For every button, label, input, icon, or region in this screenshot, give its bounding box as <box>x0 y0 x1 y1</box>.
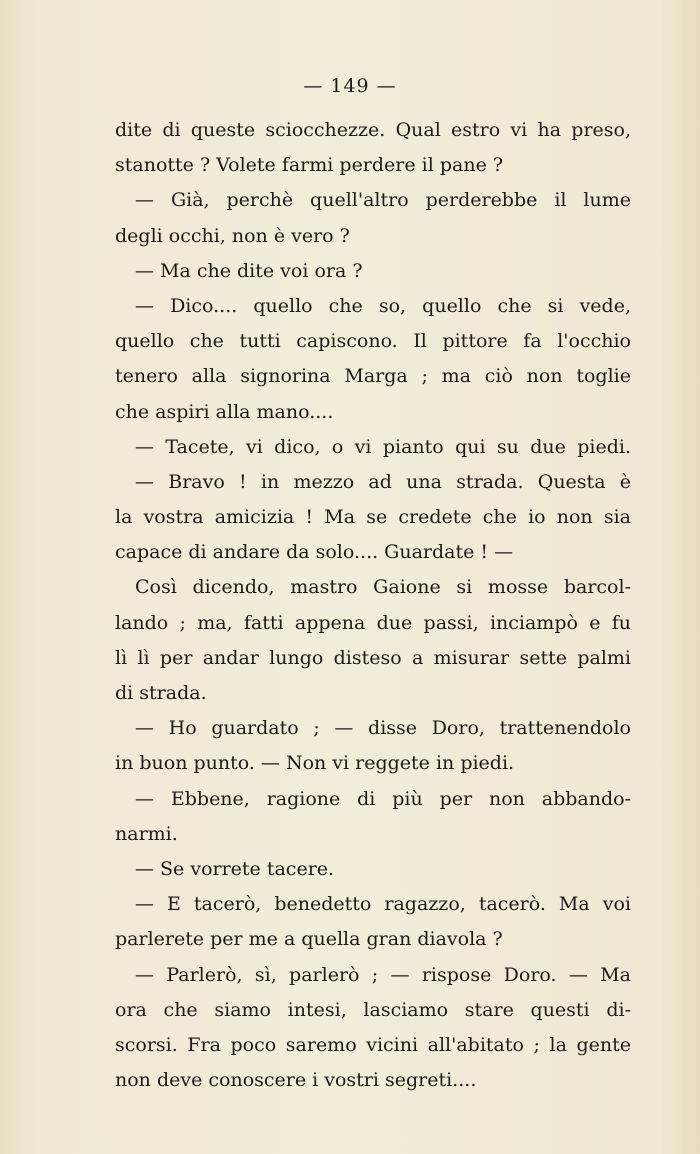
text-line: in buon punto. — Non vi reggete in piedi. <box>115 752 515 775</box>
text-line: — Ma che dite voi ora ? <box>135 259 363 282</box>
text-line: parlerete per me a quella gran diavola ? <box>115 928 503 951</box>
text-line: — Bravo ! in mezzo ad una strada. Questa è <box>135 470 631 493</box>
text-line: narmi. <box>115 822 178 845</box>
text-line: — Ebbene, ragione di più per non abbando- <box>135 787 631 810</box>
text-line: — Dico.... quello che so, quello che si vede, <box>135 294 631 317</box>
text-line: scorsi. Fra poco saremo vicini all'abitato ; la gente <box>115 1033 631 1056</box>
text-line: lì lì per andar lungo disteso a misurar sette palmi <box>115 646 631 669</box>
text-line: Così dicendo, mastro Gaione si mosse barcol- <box>135 576 631 599</box>
text-line: lando ; ma, fatti appena due passi, inciampò e fu <box>115 611 631 634</box>
page-number: — 149 — <box>303 75 397 97</box>
text-line: quello che tutti capiscono. Il pittore fa l'occhio <box>115 330 631 353</box>
text-line: — Se vorrete tacere. <box>135 857 335 880</box>
text-line: tenero alla signorina Marga ; ma ciò non toglie <box>115 365 631 388</box>
text-line: che aspiri alla mano.... <box>115 400 334 423</box>
text-line: di strada. <box>115 682 207 704</box>
text-line: — E tacerò, benedetto ragazzo, tacerò. Ma voi <box>135 893 631 916</box>
text-line: degli occhi, non è vero ? <box>115 224 350 247</box>
text-line: capace di andare da solo.... Guardate ! — <box>115 541 514 564</box>
text-line: dite di queste sciocchezze. Qual estro vi ha preso, <box>115 119 631 141</box>
text-line: — Parlerò, sì, parlerò ; — rispose Doro. — Ma <box>135 963 631 986</box>
text-line: la vostra amicizia ! Ma se credete che io non sia <box>115 506 631 529</box>
body-text <box>115 113 631 1098</box>
text-line: — Tacete, vi dico, o vi pianto qui su due piedi. <box>135 435 631 458</box>
text-line: — Già, perchè quell'altro perderebbe il lume <box>135 189 631 212</box>
text-line: stanotte ? Volete farmi perdere il pane ? <box>115 154 504 177</box>
text-line: non deve conoscere i vostri segreti.... <box>115 1069 477 1092</box>
text-line: — Ho guardato ; — disse Doro, trattenendolo <box>135 717 631 740</box>
text-line: ora che siamo intesi, lasciamo stare questi di- <box>115 998 631 1021</box>
